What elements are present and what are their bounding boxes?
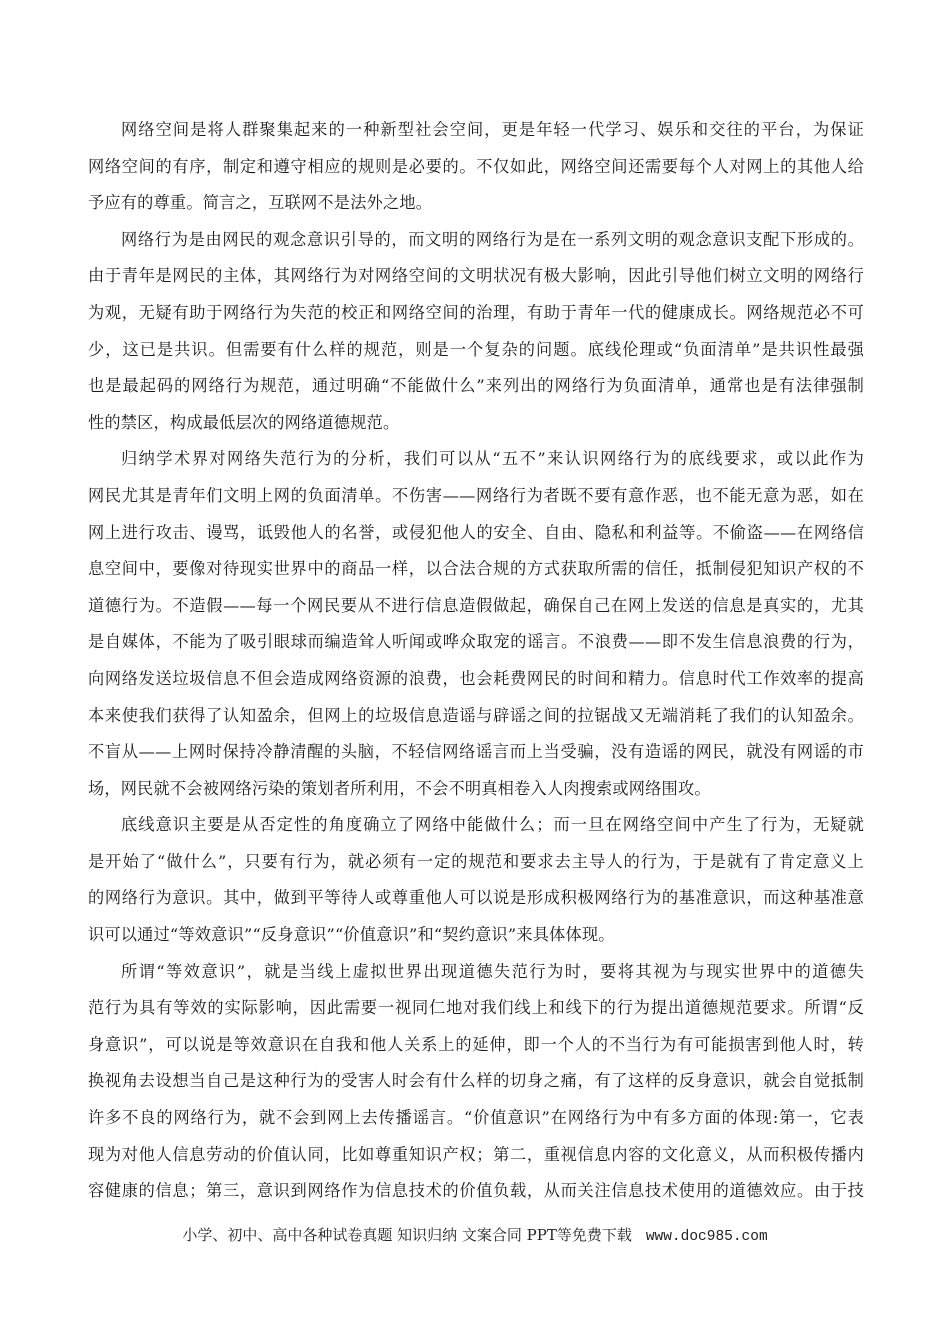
text-line: 换视角去设想当自己是这种行为的受害人时会有什么样的切身之痛，有了这样的反身意识，就会自觉抵制	[88, 1071, 864, 1091]
paragraph	[88, 441, 864, 807]
text-line: 归纳学术界对网络失范行为的分析，我们可以从“五不”来认识网络行为的底线要求，或以此作为	[121, 449, 864, 469]
text-line: 是开始了“做什么”，只要有行为，就必须有一定的规范和要求去主导人的行为，于是就有了肯定意义上	[88, 851, 864, 871]
text-line: 身意识”，可以说是等效意识在自我和他人关系上的延伸，即一个人的不当行为有可能损害到他人时，转	[88, 1034, 864, 1054]
paragraph	[88, 222, 864, 442]
text-line: 由于青年是网民的主体，其网络行为对网络空间的文明状况有极大影响，因此引导他们树立文明的网络行	[88, 266, 864, 286]
paragraph	[88, 954, 864, 1210]
text-line: 性的禁区，构成最低层次的网络道德规范。	[88, 412, 400, 432]
text-line: 底线意识主要是从否定性的角度确立了网络中能做什么；而一旦在网络空间中产生了行为，无疑就	[121, 815, 864, 835]
text-line: 许多不良的网络行为，就不会到网上去传播谣言。“价值意识”在网络行为中有多方面的体现:第一，它表	[88, 1108, 864, 1128]
text-line: 场，网民就不会被网络污染的策划者所利用，不会不明真相卷入人肉搜索或网络围攻。	[88, 778, 711, 798]
text-line: 的网络行为意识。其中，做到平等待人或尊重他人可以说是形成积极网络行为的基准意识，而这种基准意	[88, 888, 864, 908]
text-line: 息空间中，要像对待现实世界中的商品一样，以合法合规的方式获取所需的信任，抵制侵犯知识产权的不	[88, 559, 864, 579]
footer-link[interactable]: www.doc985.com	[645, 1229, 768, 1245]
paragraph	[88, 807, 864, 953]
text-line: 网络空间的有序，制定和遵守相应的规则是必要的。不仅如此，网络空间还需要每个人对网上的其他人给	[88, 156, 864, 176]
text-line: 也是最起码的网络行为规范，通过明确“不能做什么”来列出的网络行为负面清单，通常也是有法律强制	[88, 376, 864, 396]
text-line: 现为对他人信息劳动的价值认同，比如尊重知识产权；第二，重视信息内容的文化意义，从而积极传播内	[88, 1144, 864, 1164]
text-line: 不盲从——上网时保持冷静清醒的头脑，不轻信网络谣言而上当受骗，没有造谣的网民，就没有网谣的市	[88, 742, 864, 762]
text-line: 本来使我们获得了认知盈余，但网上的垃圾信息造谣与辟谣之间的拉锯战又无端消耗了我们的认知盈余。	[88, 705, 864, 725]
text-line: 道德行为。不造假——每一个网民要从不进行信息造假做起，确保自己在网上发送的信息是真实的，尤其	[88, 595, 864, 615]
text-line: 是自媒体，不能为了吸引眼球而编造耸人听闻或哗众取宠的谣言。不浪费——即不发生信息浪费的行为，	[88, 632, 864, 652]
page-footer	[0, 1224, 950, 1245]
footer-text: 小学、初中、高中各种试卷真题 知识归纳 文案合同 PPT等免费下载	[182, 1226, 632, 1244]
text-line: 向网络发送垃圾信息不但会造成网络资源的浪费，也会耗费网民的时间和精力。信息时代工作效率的提高	[88, 668, 864, 688]
paragraph	[88, 112, 864, 222]
text-line: 网络空间是将人群聚集起来的一种新型社会空间，更是年轻一代学习、娱乐和交往的平台，为保证	[121, 120, 864, 139]
text-line: 范行为具有等效的实际影响，因此需要一视同仁地对我们线上和线下的行为提出道德规范要求。所谓“反	[88, 998, 864, 1018]
text-line: 少，这已是共识。但需要有什么样的规范，则是一个复杂的问题。底线伦理或“负面清单”是共识性最强	[88, 339, 864, 359]
text-line: 容健康的信息；第三，意识到网络作为信息技术的价值负载，从而关注信息技术使用的道德效应。由于技	[88, 1181, 864, 1201]
text-line: 网民尤其是青年们文明上网的负面清单。不伤害——网络行为者既不要有意作恶，也不能无意为恶，如在	[88, 485, 864, 505]
text-line: 网上进行攻击、谩骂，诋毁他人的名誉，或侵犯他人的安全、自由、隐私和利益等。不偷盗——在网络信	[88, 522, 864, 542]
text-line: 为观，无疑有助于网络行为失范的校正和网络空间的治理，有助于青年一代的健康成长。网络规范必不可	[88, 302, 864, 322]
text-line: 所谓“等效意识”，就是当线上虚拟世界出现道德失范行为时，要将其视为与现实世界中的道德失	[121, 961, 864, 981]
text-line: 识可以通过“等效意识”“反身意识”“价值意识”和“契约意识”来具体体现。	[88, 925, 615, 945]
text-line: 网络行为是由网民的观念意识引导的，而文明的网络行为是在一系列文明的观念意识支配下形成的。	[121, 229, 864, 249]
article-body	[88, 112, 864, 1210]
text-line: 予应有的尊重。简言之，互联网不是法外之地。	[88, 193, 433, 213]
